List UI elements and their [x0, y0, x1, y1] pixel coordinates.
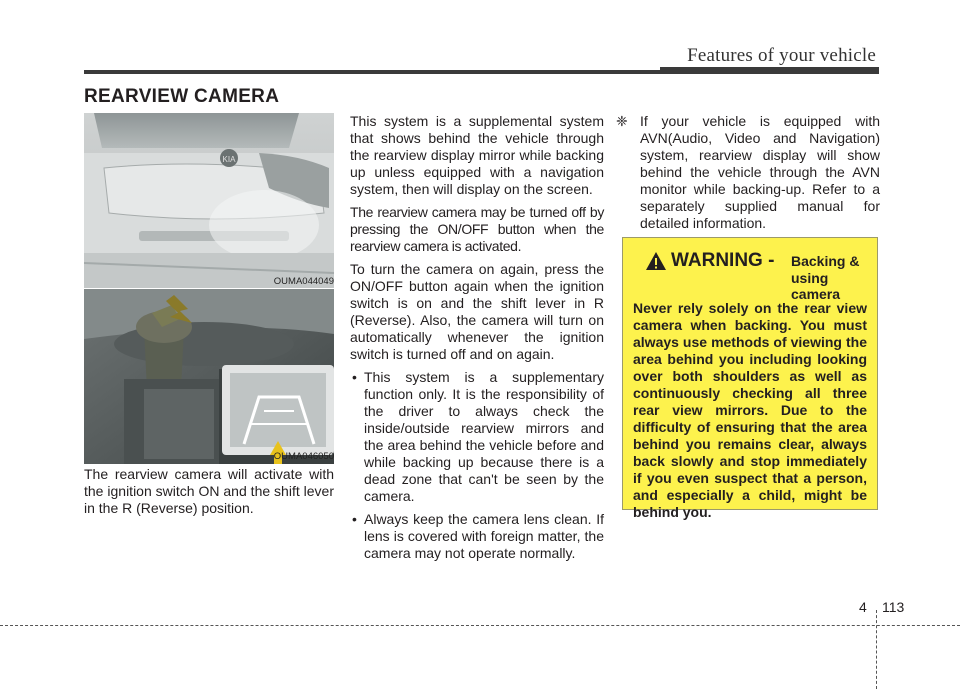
- footer-rule: [0, 625, 960, 626]
- info-note: [616, 113, 880, 232]
- tailgate-camera-illustration: [84, 113, 334, 288]
- warning-triangle-icon: [645, 251, 667, 271]
- shift-lever-camera-display-illustration: [84, 289, 334, 464]
- paragraph: The rearview camera may be turned off by pressing the ON/OFF button when the rearview camera is activated.: [350, 204, 604, 254]
- bullet-text: Always keep the camera lens clean. If lens is covered with foreign matter, the camera may not operate normally.: [364, 511, 604, 561]
- note-text: If your vehicle is equipped with AVN(Audio, Video and Navigation) system, rearview display will show behind the vehicle through the AVN monitor while backing-up. Refer to a separately supplied manual for detailed information.: [640, 113, 880, 231]
- warning-header: [633, 250, 867, 302]
- svg-text:KIA: KIA: [222, 155, 236, 164]
- bullet-item: [350, 511, 604, 562]
- image-caption: The rearview camera will activate with the ignition switch ON and the shift lever in the R (Reverse) position.: [84, 466, 334, 516]
- body-column: [350, 113, 604, 568]
- image-code: OUMA044049: [273, 276, 334, 287]
- bullet-marker: •: [352, 369, 357, 385]
- footer-divider: [876, 610, 877, 689]
- paragraph: To turn the camera on again, press the ON/OFF button again when the ignition switch is on and the shift lever in R (Reverse). Also, the camera will turn on automatically whenever the ignition switch is turned off and on again.: [350, 261, 604, 362]
- warning-text: Never rely solely on the rear view camera when backing. You must always use methods of viewing the area behind you including looking over both shoulders as well as continuously checking all three rear view mirrors. Due to the difficulty of ensuring that the area behind you remains clear, always back slowly and stop immediately if you even suspect that a person, and especially a child, might be behind you.: [633, 300, 867, 520]
- warning-subtitle: using camera: [791, 270, 841, 302]
- chapter-number: 4: [859, 599, 867, 615]
- image-code: OUMA046050: [273, 451, 334, 462]
- bullet-text: This system is a supplementary function only. It is the responsibility of the driver to always check the inside/outside rearview mirrors and the area behind the vehicle before and while backing up because there is a dead zone that can't be seen by the camera.: [364, 369, 604, 504]
- paragraph: This system is a supplemental system that shows behind the vehicle through the rearview display mirror while backing up unless equipped with a navigation system, then will display on the screen.: [350, 113, 604, 197]
- bullet-item: [350, 369, 604, 505]
- warning-title: WARNING -: [671, 250, 775, 271]
- header-rule-accent: [660, 67, 879, 73]
- page-number: 113: [882, 599, 905, 615]
- note-marker: ❈: [616, 113, 628, 129]
- bullet-marker: •: [352, 511, 357, 527]
- section-title: REARVIEW CAMERA: [84, 86, 280, 107]
- running-head: Features of your vehicle: [687, 45, 876, 66]
- warning-box: [622, 237, 878, 520]
- warning-subtitle: Backing &: [791, 253, 860, 269]
